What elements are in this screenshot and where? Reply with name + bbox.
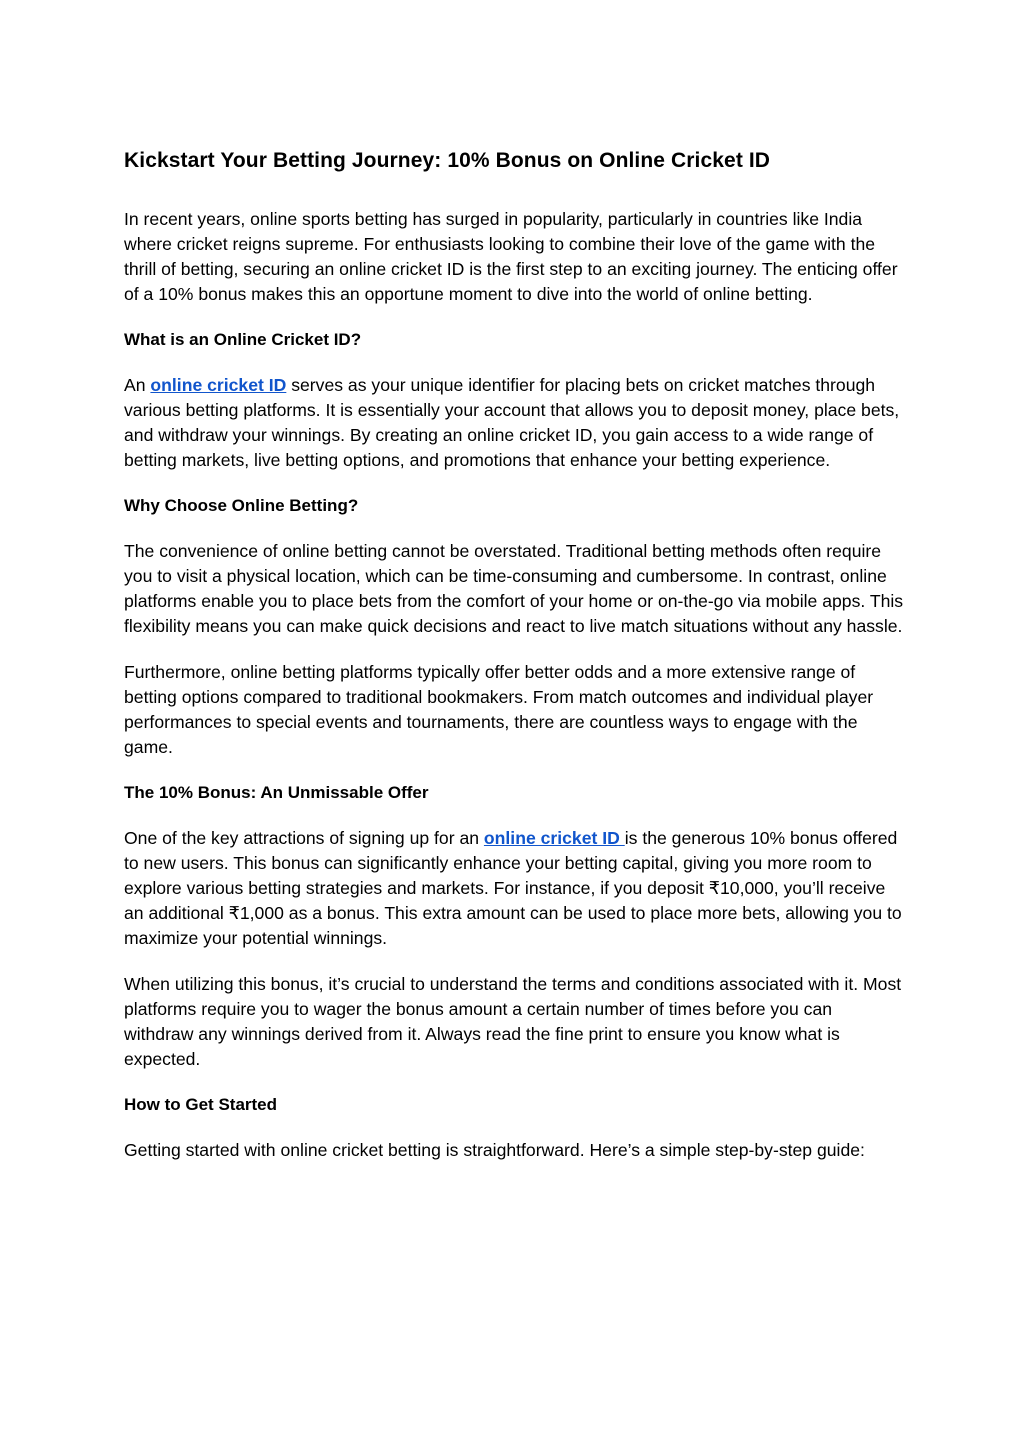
- section-heading-get-started: How to Get Started: [124, 1095, 278, 1114]
- section-heading-bonus: The 10% Bonus: An Unmissable Offer: [124, 783, 429, 802]
- document-page: [124, 145, 904, 1184]
- why-choose-paragraph-1: The convenience of online betting cannot be overstated. Traditional betting methods often require you to visit a physical location, which can be time-consuming and cumbersome. In contrast, online platforms enable you to place bets from the comfort of your home or on-the-go via mobile apps. This flexibility means you can make quick decisions and react to live match situations without any hassle.: [124, 541, 904, 636]
- text-segment: serves as your unique identifier for placing bets on cricket matches through various betting platforms. It is essentially your account that allows you to deposit money, place bets, and withdraw your winnings. By creating an online cricket ID, you gain access to a wide range of betting markets, live betting options, and promotions that enhance your betting experience.: [124, 375, 900, 470]
- text-segment: An: [124, 375, 151, 395]
- intro-paragraph: In recent years, online sports betting has surged in popularity, particularly in countries like India where cricket reigns supreme. For enthusiasts looking to combine their love of the game with the thrill of betting, securing an online cricket ID is the first step to an exciting journey. The enticing offer of a 10% bonus makes this an opportune moment to dive into the world of online betting.: [124, 209, 898, 304]
- section-heading-what-is: What is an Online Cricket ID?: [124, 330, 362, 349]
- get-started-paragraph: Getting started with online cricket betting is straightforward. Here’s a simple step-by-step guide:: [124, 1140, 865, 1160]
- text-segment: One of the key attractions of signing up for an: [124, 828, 484, 848]
- online-cricket-id-link[interactable]: online cricket ID: [150, 375, 287, 395]
- what-is-paragraph: [124, 373, 904, 473]
- text-segment: is the generous 10% bonus offered to new users. This bonus can significantly enhance your betting capital, giving you more room to explore various betting strategies and markets. For instance, if you deposit ₹10,000, you’ll receive an additional ₹1,000 as a bonus. This extra amount can be used to place more bets, allowing you to maximize your potential winnings.: [124, 828, 902, 948]
- online-cricket-id-link-2[interactable]: online cricket ID: [483, 828, 625, 848]
- bonus-paragraph-1: [124, 826, 904, 951]
- why-choose-paragraph-2: Furthermore, online betting platforms typically offer better odds and a more extensive range of betting options compared to traditional bookmakers. From match outcomes and individual player performances to special events and tournaments, there are countless ways to engage with the game.: [124, 662, 874, 757]
- bonus-paragraph-2: When utilizing this bonus, it’s crucial to understand the terms and conditions associated with it. Most platforms require you to wager the bonus amount a certain number of times before you can withdraw any winnings derived from it. Always read the fine print to ensure you know what is expected.: [124, 974, 902, 1069]
- document-title: Kickstart Your Betting Journey: 10% Bonus on Online Cricket ID: [124, 149, 771, 172]
- section-heading-why-choose: Why Choose Online Betting?: [124, 496, 359, 515]
